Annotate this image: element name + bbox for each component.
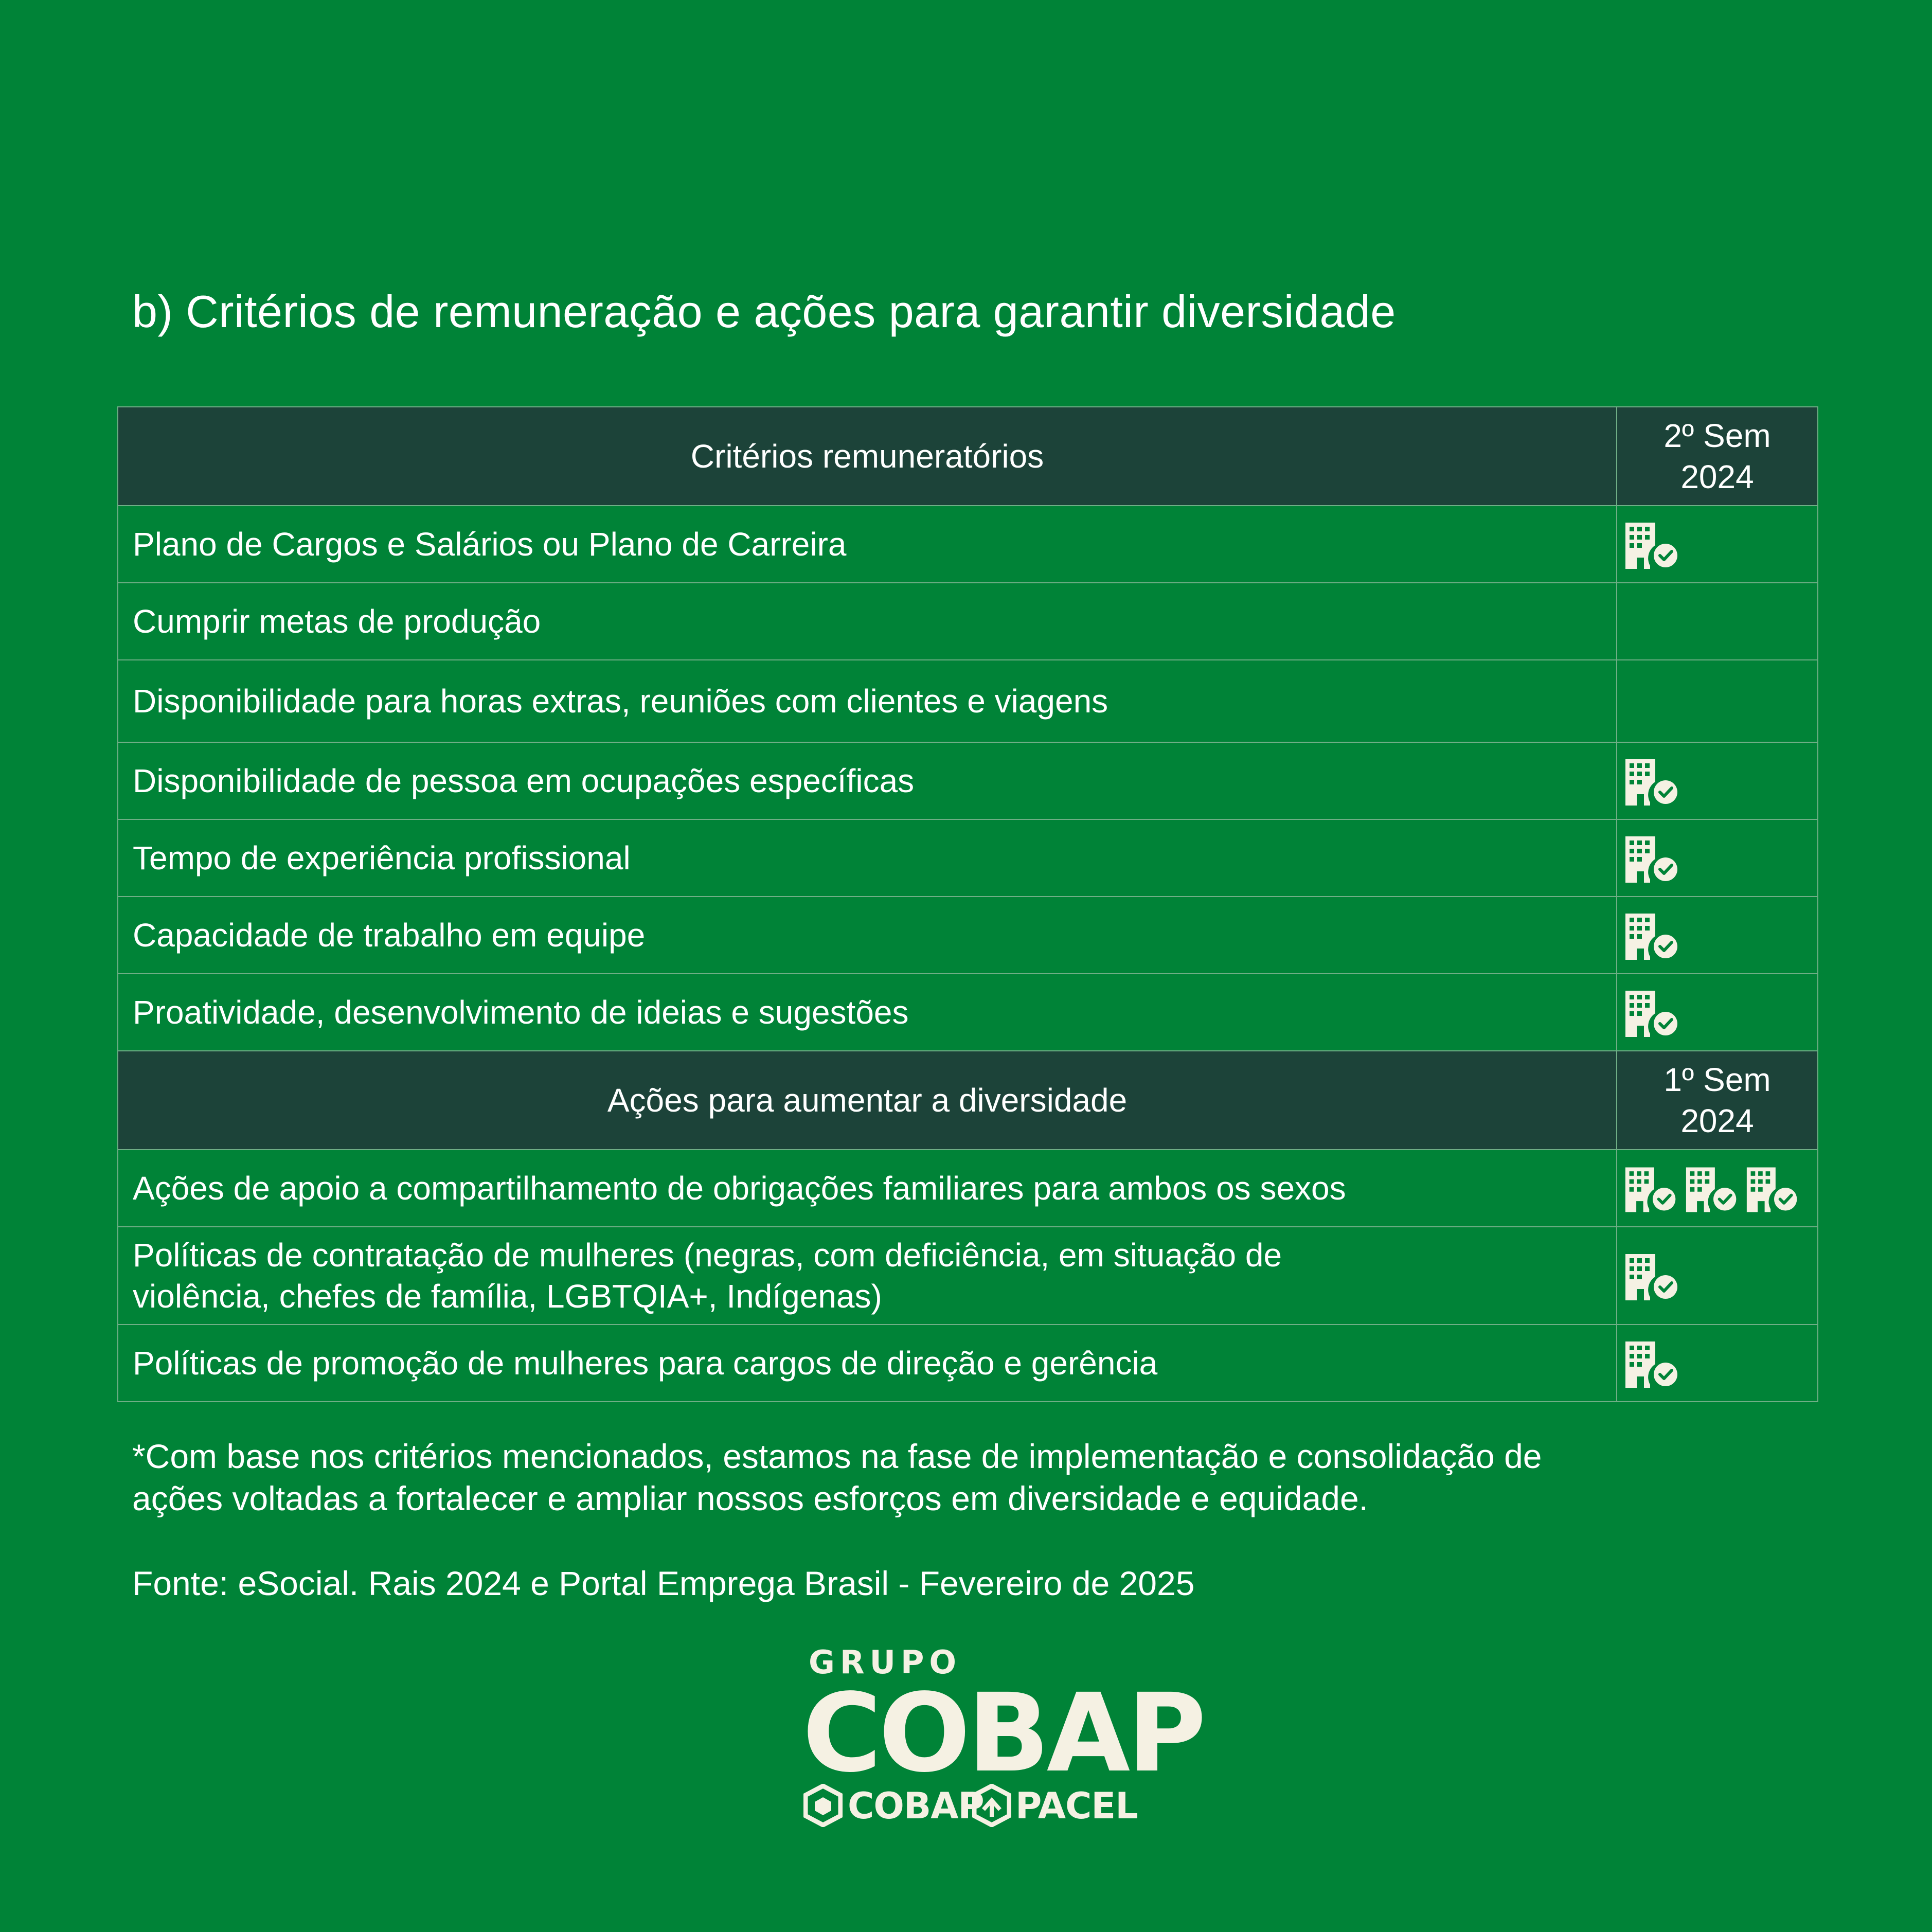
row-label: Tempo de experiência profissional [118,819,1617,897]
diversity-table [117,406,1818,1402]
row-label: Disponibilidade de pessoa em ocupações específicas [118,742,1617,819]
row-icons [1617,742,1818,819]
row-icons [1617,506,1818,583]
row-label-line2: violência, chefes de família, LGBTQIA+, Indígenas) [133,1278,882,1315]
period-header-1sem [1617,1051,1818,1150]
table-row [118,1150,1818,1227]
grupo-cobap-logo [802,1643,1204,1834]
section-header-criteria [118,407,1818,506]
row-label: Disponibilidade para horas extras, reuniões com clientes e viagens [118,660,1617,742]
building-check-icon [1623,756,1683,806]
table-row [118,742,1818,819]
table-row [118,1227,1818,1325]
row-icons [1617,897,1818,974]
row-icons [1617,1325,1818,1402]
table-row [118,660,1818,742]
building-check-icon [1623,1164,1681,1213]
source-note: Fonte: eSocial. Rais 2024 e Portal Emprega Brasil - Fevereiro de 2025 [132,1564,1195,1602]
page-title: b) Critérios de remuneração e ações para garantir diversidade [132,286,1396,337]
table-row [118,583,1818,660]
row-icons [1617,660,1818,742]
footnote-line1: *Com base nos critérios mencionados, estamos na fase de implementação e consolidação de [132,1437,1542,1475]
row-icons [1617,819,1818,897]
period-line1: 2º Sem [1663,417,1771,454]
building-check-icon [1623,833,1683,883]
row-label: Plano de Cargos e Salários ou Plano de Carreira [118,506,1617,583]
logo-sub-pacel: PACEL [1015,1785,1138,1827]
logo-brand-text: COBAP [802,1670,1204,1796]
building-check-icon [1623,520,1683,569]
table-row [118,974,1818,1051]
footnote [132,1435,1819,1519]
pacel-hexagon-icon [972,1784,1011,1827]
period-header-2sem [1617,407,1818,506]
logo-sub-brands [802,1780,1138,1831]
period-line1: 1º Sem [1663,1061,1771,1098]
footnote-line2: ações voltadas a fortalecer e ampliar nossos esforços em diversidade e equidade. [132,1479,1369,1517]
table-row [118,1325,1818,1402]
building-check-icon [1623,988,1683,1037]
row-label: Políticas de promoção de mulheres para cargos de direção e gerência [118,1325,1617,1402]
logo-group-text: GRUPO [809,1643,962,1681]
row-label: Cumprir metas de produção [118,583,1617,660]
row-label: Proatividade, desenvolvimento de ideias e sugestões [118,974,1617,1051]
row-icons [1617,1227,1818,1325]
cobap-hexagon-icon [803,1784,843,1827]
row-icons [1617,974,1818,1051]
table-row [118,819,1818,897]
table-row [118,897,1818,974]
row-icons [1617,1150,1818,1227]
period-line2: 2024 [1680,458,1754,495]
logo-sub-cobap: COBAP [848,1785,984,1827]
building-check-icon [1623,1251,1683,1300]
building-check-icon [1623,910,1683,960]
row-icons [1617,583,1818,660]
building-check-icon [1684,1164,1742,1213]
diversity-header: Ações para aumentar a diversidade [118,1051,1617,1150]
row-label: Ações de apoio a compartilhamento de obrigações familiares para ambos os sexos [118,1150,1617,1227]
row-label [118,1227,1617,1325]
section-header-diversity [118,1051,1818,1150]
building-check-icon [1745,1164,1802,1213]
table-row [118,506,1818,583]
building-check-icon [1623,1338,1683,1388]
row-label: Capacidade de trabalho em equipe [118,897,1617,974]
row-label-line1: Políticas de contratação de mulheres (negras, com deficiência, em situação de [133,1237,1282,1274]
period-line2: 2024 [1680,1102,1754,1139]
criteria-header: Critérios remuneratórios [118,407,1617,506]
